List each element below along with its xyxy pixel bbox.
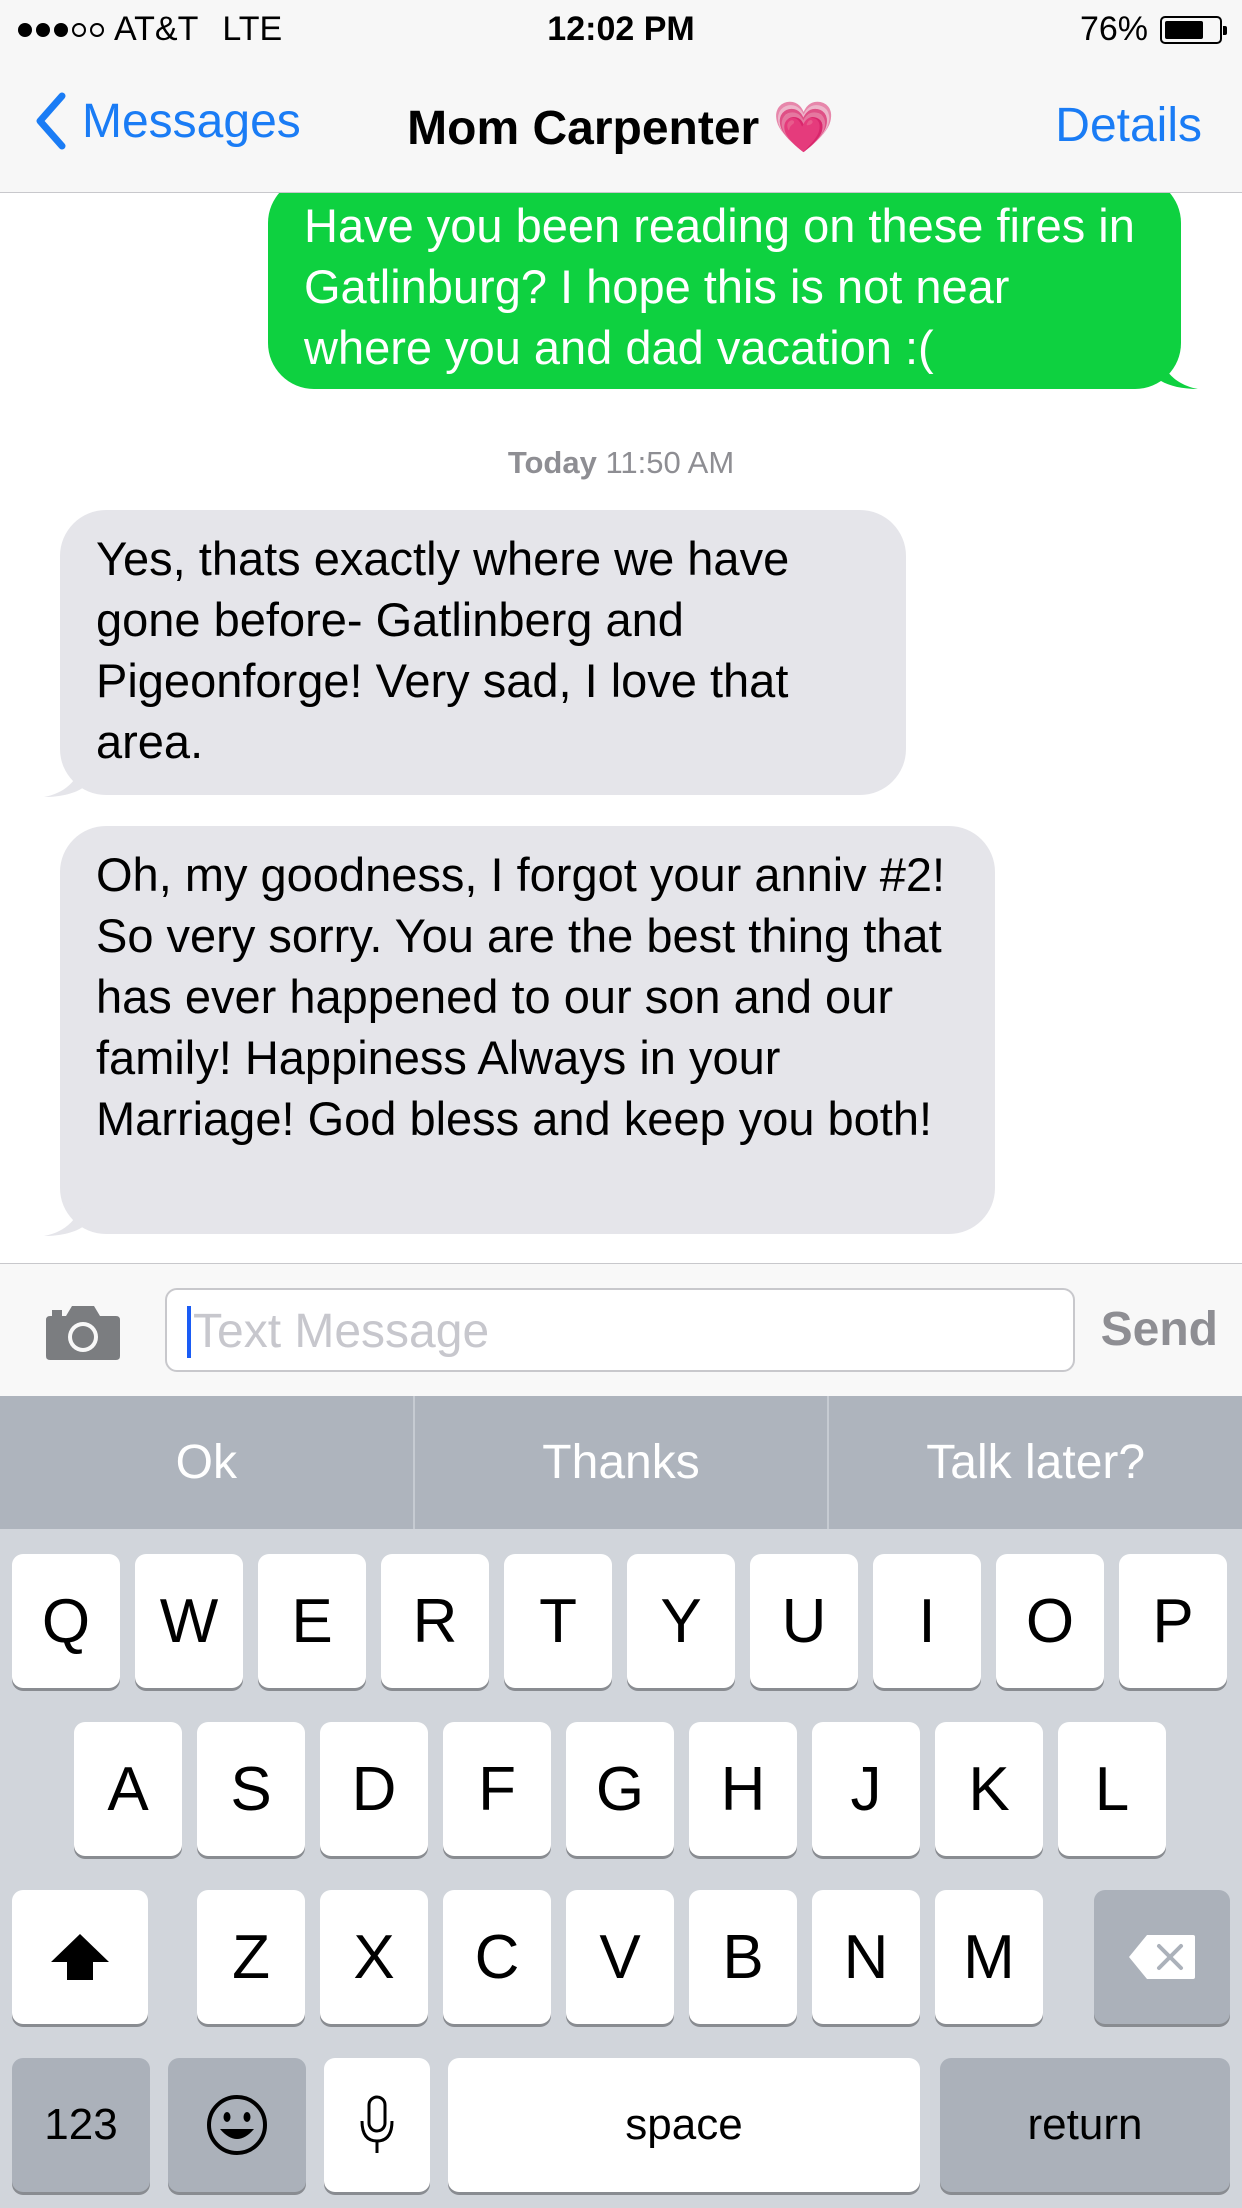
microphone-icon (357, 2093, 397, 2157)
key-c[interactable]: C (443, 1890, 551, 2024)
key-v[interactable]: V (566, 1890, 674, 2024)
status-time: 12:02 PM (547, 10, 695, 48)
key-r[interactable]: R (381, 1554, 489, 1688)
camera-icon[interactable] (44, 1302, 122, 1362)
key-o[interactable]: O (996, 1554, 1104, 1688)
received-bubble-tail (44, 1196, 84, 1236)
backspace-icon (1127, 1933, 1197, 1981)
key-a[interactable]: A (74, 1722, 182, 1856)
send-button[interactable]: Send (1100, 1303, 1218, 1356)
emoji-key[interactable] (168, 2058, 306, 2192)
shift-arrow-icon (49, 1932, 111, 1982)
received-message[interactable] (60, 826, 995, 1234)
key-n[interactable]: N (812, 1890, 920, 2024)
key-q[interactable]: Q (12, 1554, 120, 1688)
message-timestamp (0, 445, 1242, 481)
key-t[interactable]: T (504, 1554, 612, 1688)
key-p[interactable]: P (1119, 1554, 1227, 1688)
network-type: LTE (222, 10, 283, 48)
received-message[interactable] (60, 510, 906, 795)
details-button[interactable]: Details (1055, 99, 1202, 152)
received-message-text: Oh, my goodness, I forgot your anniv #2! So very sorry. You are the best thing that has ever happened to our son and our family! Happiness Always in your Marriage! God bless and keep you both! (96, 848, 946, 1145)
sent-bubble-tail (1158, 349, 1198, 389)
key-m[interactable]: M (935, 1890, 1043, 2024)
keyboard (0, 1529, 1242, 2208)
key-b[interactable]: B (689, 1890, 797, 2024)
key-i[interactable]: I (873, 1554, 981, 1688)
message-input-bar (0, 1263, 1242, 1397)
message-thread[interactable] (0, 193, 1242, 1263)
message-text-field[interactable] (165, 1288, 1075, 1372)
received-message-text: Yes, thats exactly where we have gone before- Gatlinberg and Pigeonforge! Very sad, I love that area. (96, 532, 790, 768)
key-y[interactable]: Y (627, 1554, 735, 1688)
predictive-text-bar (0, 1396, 1242, 1529)
shift-key[interactable] (12, 1890, 148, 2024)
back-button-label: Messages (82, 94, 301, 148)
battery-status (1080, 10, 1222, 49)
suggestion-talk-later[interactable]: Talk later? (926, 1436, 1146, 1489)
suggestion-ok[interactable]: Ok (0, 1396, 415, 1529)
numbers-key[interactable]: 123 (12, 2058, 150, 2192)
key-l[interactable]: L (1058, 1722, 1166, 1856)
key-e[interactable]: E (258, 1554, 366, 1688)
timestamp-time: 11:50 AM (605, 445, 735, 480)
key-w[interactable]: W (135, 1554, 243, 1688)
key-u[interactable]: U (750, 1554, 858, 1688)
delete-key[interactable] (1094, 1890, 1230, 2024)
smiley-face-icon (205, 2093, 269, 2157)
key-d[interactable]: D (320, 1722, 428, 1856)
key-z[interactable]: Z (197, 1890, 305, 2024)
message-placeholder: Text Message (193, 1305, 490, 1358)
contact-name: Mom Carpenter (407, 102, 760, 155)
text-caret (187, 1306, 191, 1358)
navigation-bar (0, 62, 1242, 193)
battery-percent: 76% (1079, 10, 1148, 48)
dictation-key[interactable] (324, 2058, 430, 2192)
key-k[interactable]: K (935, 1722, 1043, 1856)
received-bubble-tail (44, 757, 84, 797)
sent-message-text: Have you been reading on these fires in Gatlinburg? I hope this is not near where you and dad vacation :( (304, 199, 1135, 374)
key-j[interactable]: J (812, 1722, 920, 1856)
suggestion-thanks[interactable]: Thanks (415, 1396, 830, 1529)
sent-message[interactable] (268, 193, 1181, 389)
status-bar (0, 0, 1242, 62)
carrier-name: AT&T (114, 10, 199, 48)
return-key[interactable]: return (940, 2058, 1230, 2192)
key-s[interactable]: S (197, 1722, 305, 1856)
key-x[interactable]: X (320, 1890, 428, 2024)
space-key[interactable]: space (448, 2058, 920, 2192)
timestamp-day: Today (507, 445, 597, 480)
key-f[interactable]: F (443, 1722, 551, 1856)
key-g[interactable]: G (566, 1722, 674, 1856)
key-h[interactable]: H (689, 1722, 797, 1856)
heart-icon: 💗 (772, 99, 835, 155)
battery-icon (1160, 16, 1222, 44)
